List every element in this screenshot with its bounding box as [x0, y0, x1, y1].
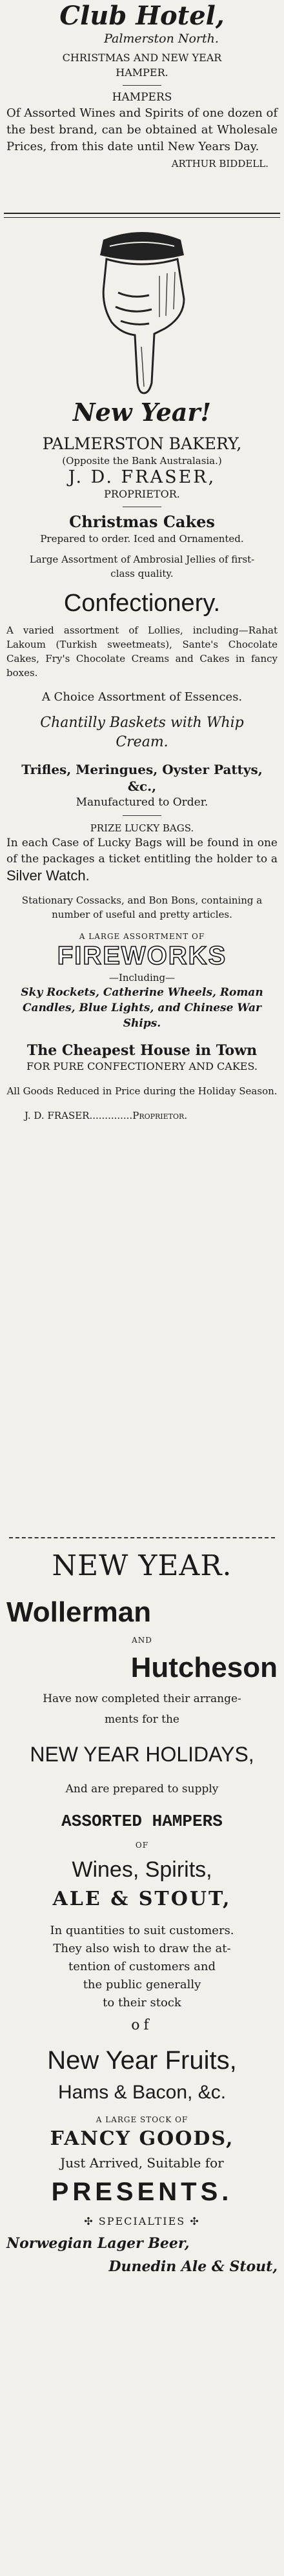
- wollerman-specialties: SPECIALTIES: [98, 2215, 186, 2227]
- wollerman-specialties-line: [6, 2213, 278, 2230]
- advert-separator: [9, 1537, 275, 1538]
- bakery-name: PALMERSTON BAKERY,: [42, 434, 242, 453]
- wollerman-line-2: ments for the: [105, 1713, 179, 1726]
- wollerman-dunedin: Dunedin Ale & Stout,: [108, 2258, 278, 2275]
- club-hotel-advert: [6, 1, 278, 172]
- wollerman-wines: Wines, Spirits,: [72, 1857, 212, 1882]
- bakery-reduced: All Goods Reduced in Price during the Holiday Season.: [6, 1085, 278, 1097]
- wollerman-quantities-1: In quantities to suit customers.: [50, 1924, 234, 1937]
- advert-separator: [4, 213, 280, 218]
- wollerman-holidays: NEW YEAR HOLIDAYS,: [30, 1743, 254, 1766]
- club-hotel-heading-hamper: HAMPER.: [116, 66, 168, 79]
- bakery-trifles: Trifles, Meringues, Oyster Pattys, &c.,: [21, 762, 263, 794]
- wollerman-quantities-5: to their stock: [103, 1996, 181, 2009]
- bakery-stationery: Stationary Cossacks, and Bon Bons, containing a number of useful and pretty articles.: [21, 895, 263, 920]
- bakery-headline: New Year!: [72, 398, 212, 427]
- bakery-lucky-bags-body: In each Case of Lucky Bags will be found in one of the packages a ticket entitling the holder to a: [6, 837, 278, 866]
- wollerman-prepared: And are prepared to supply: [65, 1783, 219, 1796]
- pointing-hand-icon: [6, 227, 278, 396]
- wollerman-fruits: New Year Fruits,: [47, 2046, 237, 2075]
- divider: [123, 85, 161, 86]
- wollerman-name-2: Hutcheson: [130, 1652, 278, 1683]
- club-hotel-signature: ARTHUR BIDDELL.: [171, 158, 269, 169]
- wollerman-quantities-4: the public generally: [83, 1978, 201, 1991]
- bakery-confectionery: Confectionery.: [63, 590, 221, 617]
- wollerman-presents: PRESENTS.: [51, 2178, 233, 2206]
- bakery-sign-name: J. D. FRASER: [25, 1110, 90, 1121]
- bakery-fireworks-list: Sky Rockets, Catherine Wheels, Roman Candles, Blue Lights, and Chinese War Ships.: [21, 986, 263, 1030]
- bakery-baskets: Chantilly Baskets with Whip Cream.: [40, 715, 244, 750]
- bakery-sign-dots: ..............: [89, 1110, 133, 1121]
- club-hotel-heading-hampers: HAMPERS: [112, 91, 172, 104]
- wollerman-headline: NEW YEAR.: [52, 1549, 232, 1582]
- bakery-fireworks: FIREWORKS: [57, 942, 227, 970]
- wollerman-quantities-2: They also wish to draw the at-: [53, 1942, 231, 1955]
- bakery-sign-title: Proprietor.: [132, 1110, 188, 1121]
- divider: [123, 815, 161, 816]
- bakery-advert: [6, 227, 278, 1123]
- bakery-lollies: A varied assortment of Lollies, including—Rahat Lakoum (Turkish sweetmeats), Sante's Chocolate Cakes, Fry's Chocolate Creams and Cakes in fancy boxes.: [6, 625, 278, 679]
- bakery-lucky-bags-text: [6, 835, 278, 886]
- wollerman-name-1: Wollerman: [6, 1596, 152, 1628]
- bakery-cakes-note: Prepared to order. Iced and Ornamented.: [40, 533, 244, 545]
- bakery-proprietor-name: J. D. FRASER,: [68, 467, 216, 487]
- club-hotel-title: Club Hotel,: [59, 1, 225, 31]
- bakery-signature: [6, 1109, 278, 1123]
- bakery-including: —Including—: [108, 972, 176, 983]
- wollerman-large-stock: A LARGE STOCK OF: [96, 2115, 188, 2124]
- bakery-lucky-bags-title: PRIZE LUCKY BAGS.: [90, 822, 194, 834]
- wollerman-ale: ALE & STOUT,: [52, 1888, 232, 1910]
- bakery-proprietor-title: PROPRIETOR.: [104, 488, 180, 500]
- bakery-manufactured: Manufactured to Order.: [76, 796, 208, 809]
- wollerman-and: AND: [132, 1636, 152, 1645]
- bakery-jellies: Large Assortment of Ambrosial Jellies of first-class quality.: [29, 554, 255, 579]
- ornament-right-icon: ✣: [185, 2215, 200, 2227]
- club-hotel-heading-christmas: CHRISTMAS AND NEW YEAR: [62, 52, 222, 64]
- club-hotel-body: Of Assorted Wines and Spirits of one dozen of the best brand, can be obtained at Wholesale Prices, from this date until New Years Day.: [6, 106, 278, 153]
- wollerman-fancy-goods: FANCY GOODS,: [50, 2127, 234, 2150]
- wollerman-hampers: ASSORTED HAMPERS: [61, 1812, 223, 1831]
- bakery-lucky-bags-prize: Silver Watch.: [6, 867, 90, 884]
- bakery-location: (Opposite the Bank Australasia.): [62, 455, 222, 467]
- wollerman-lager: Norwegian Lager Beer,: [6, 2235, 190, 2252]
- wollerman-line-1: Have now completed their arrange-: [43, 1692, 241, 1705]
- wollerman-advert: [6, 1548, 278, 2276]
- ornament-left-icon: ✣: [84, 2215, 99, 2227]
- bakery-cheapest: The Cheapest House in Town: [26, 1042, 258, 1059]
- club-hotel-location: Palmerston North.: [104, 32, 219, 46]
- bakery-fireworks-intro: A LARGE ASSORTMENT OF: [79, 932, 205, 941]
- bakery-pure: FOR PURE CONFECTIONERY AND CAKES.: [26, 1060, 258, 1072]
- wollerman-of-2: of: [131, 2017, 153, 2033]
- wollerman-of: OF: [135, 1841, 149, 1850]
- bakery-christmas-cakes: Christmas Cakes: [69, 512, 215, 531]
- wollerman-arrived: Just Arrived, Suitable for: [60, 2155, 224, 2171]
- wollerman-hams: Hams & Bacon, &c.: [57, 2082, 227, 2103]
- bakery-essences: A Choice Assortment of Essences.: [41, 690, 243, 704]
- wollerman-quantities-3: tention of customers and: [68, 1960, 216, 1973]
